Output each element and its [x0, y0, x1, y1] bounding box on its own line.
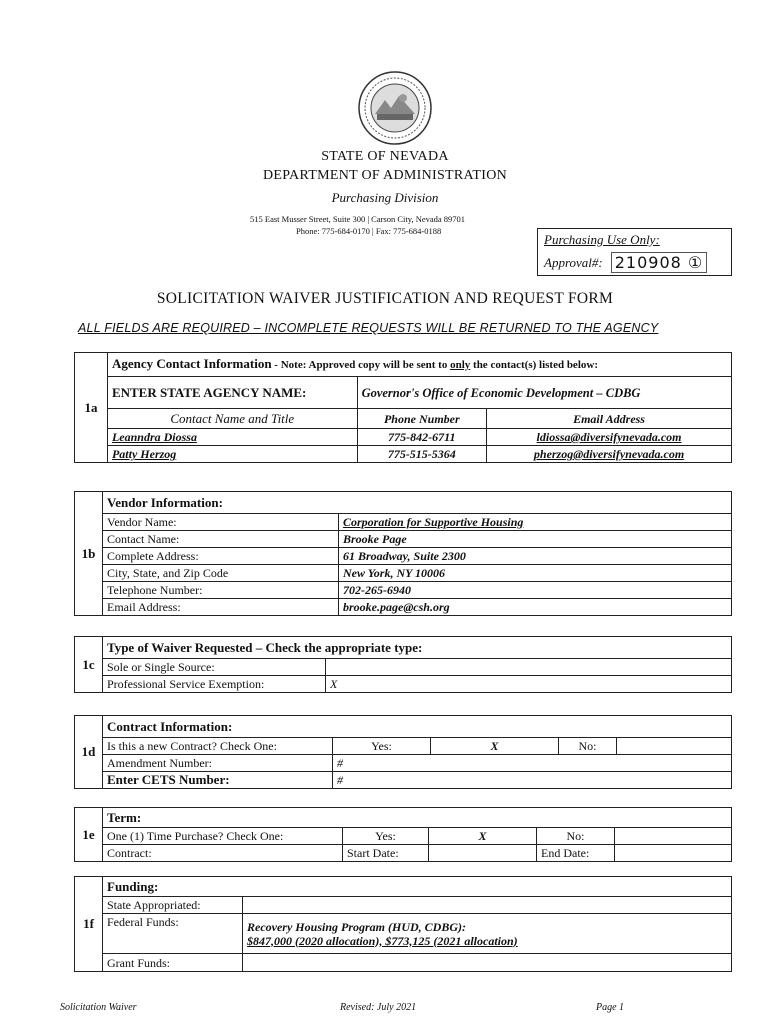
vendor-name-value[interactable]: Corporation for Supportive Housing	[339, 514, 732, 531]
federal-funds-value[interactable]	[243, 914, 732, 954]
section-1e-heading: Term:	[103, 808, 732, 828]
email-label: Email Address:	[103, 599, 339, 616]
section-number: 1e	[75, 808, 103, 862]
one-time-purchase-label: One (1) Time Purchase? Check One:	[103, 828, 343, 845]
state-appropriated-value[interactable]	[243, 897, 732, 914]
sole-source-label: Sole or Single Source:	[103, 659, 326, 676]
email-value[interactable]: brooke.page@csh.org	[339, 599, 732, 616]
agency-name-value[interactable]: Governor's Office of Economic Development – CDBG	[357, 377, 731, 409]
state-seal	[357, 70, 433, 146]
section-1d-table	[74, 715, 732, 789]
cets-number-label: Enter CETS Number:	[103, 772, 333, 789]
vendor-name-label: Vendor Name:	[103, 514, 339, 531]
federal-funds-line-1: Recovery Housing Program (HUD, CDBG):	[247, 919, 466, 934]
form-title: SOLICITATION WAIVER JUSTIFICATION AND REQUEST FORM	[156, 290, 614, 307]
section-1f-table	[74, 876, 732, 972]
end-date-value[interactable]	[615, 845, 732, 862]
contract-label: Contract:	[103, 845, 343, 862]
section-number: 1d	[75, 716, 103, 789]
section-1c-table	[74, 636, 732, 693]
yes-label: Yes:	[343, 828, 429, 845]
contact-email[interactable]: ldiossa@diversifynevada.com	[487, 429, 732, 446]
address-line: 515 East Musser Street, Suite 300 | Carson City, Nevada 89701	[250, 214, 466, 224]
contact-name-value[interactable]: Brooke Page	[339, 531, 732, 548]
grant-funds-value[interactable]	[243, 954, 732, 972]
amendment-number-label: Amendment Number:	[103, 755, 333, 772]
amendment-number-value[interactable]: #	[333, 755, 732, 772]
yes-check[interactable]: X	[429, 828, 537, 845]
address-value[interactable]: 61 Broadway, Suite 2300	[339, 548, 732, 565]
sole-source-check[interactable]	[326, 659, 732, 676]
federal-funds-label: Federal Funds:	[103, 914, 243, 954]
start-date-value[interactable]	[429, 845, 537, 862]
phone-line: Phone: 775-684-0170 | Fax: 775-684-0188	[296, 226, 442, 236]
department-name: DEPARTMENT OF ADMINISTRATION	[262, 168, 508, 183]
section-number: 1b	[75, 492, 103, 616]
section-1b-heading: Vendor Information:	[103, 492, 732, 514]
division-name: Purchasing Division	[331, 190, 439, 205]
section-number: 1a	[75, 353, 108, 463]
purchasing-use-label: Purchasing Use Only:	[544, 232, 660, 247]
state-appropriated-label: State Appropriated:	[103, 897, 243, 914]
contact-email[interactable]: pherzog@diversifynevada.com	[487, 446, 732, 463]
state-name: STATE OF NEVADA	[321, 149, 449, 164]
federal-funds-line-2: $847,000 (2020 allocation), $773,125 (2021 allocation)	[247, 933, 518, 948]
col-phone-header: Phone Number	[357, 409, 487, 429]
col-email-header: Email Address	[487, 409, 732, 429]
agency-name-label: ENTER STATE AGENCY NAME:	[107, 377, 357, 409]
contact-phone[interactable]: 775-842-6711	[357, 429, 487, 446]
section-1f-heading: Funding:	[103, 877, 732, 897]
end-date-label: End Date:	[537, 845, 615, 862]
approval-number-stamp: 210908 ①	[611, 252, 708, 273]
section-1d-heading: Contract Information:	[103, 716, 732, 738]
contact-name[interactable]: Leanndra Diossa	[107, 429, 357, 446]
section-number: 1c	[75, 637, 103, 693]
cets-number-value[interactable]: #	[333, 772, 732, 789]
section-number: 1f	[75, 877, 103, 972]
city-state-zip-value[interactable]: New York, NY 10006	[339, 565, 732, 582]
no-check[interactable]	[617, 738, 732, 755]
professional-service-check[interactable]: X	[326, 676, 732, 693]
city-state-zip-label: City, State, and Zip Code	[103, 565, 339, 582]
grant-funds-label: Grant Funds:	[103, 954, 243, 972]
footer-revised-date: Revised: July 2021	[340, 1002, 417, 1013]
footer-page-number: Page 1	[596, 1002, 625, 1013]
approval-label: Approval#:	[544, 254, 603, 270]
section-1c-heading: Type of Waiver Requested – Check the appropriate type:	[103, 637, 732, 659]
contact-phone[interactable]: 775-515-5364	[357, 446, 487, 463]
required-notice: ALL FIELDS ARE REQUIRED – INCOMPLETE REQUESTS WILL BE RETURNED TO THE AGENCY	[78, 321, 659, 335]
no-label: No:	[537, 828, 615, 845]
telephone-value[interactable]: 702-265-6940	[339, 582, 732, 599]
contact-name-label: Contact Name:	[103, 531, 339, 548]
telephone-label: Telephone Number:	[103, 582, 339, 599]
contact-name[interactable]: Patty Herzog	[107, 446, 357, 463]
address-label: Complete Address:	[103, 548, 339, 565]
professional-service-label: Professional Service Exemption:	[103, 676, 326, 693]
footer-form-name: Solicitation Waiver	[60, 1002, 137, 1013]
section-1a-table	[74, 352, 732, 463]
section-1e-table	[74, 807, 732, 862]
yes-label: Yes:	[333, 738, 431, 755]
new-contract-label: Is this a new Contract? Check One:	[103, 738, 333, 755]
yes-check[interactable]: X	[431, 738, 559, 755]
no-label: No:	[559, 738, 617, 755]
purchasing-use-box	[537, 228, 732, 276]
section-1b-table	[74, 491, 732, 616]
section-1a-heading: Agency Contact Information - Note: Approved copy will be sent to only the contact(s) listed below:	[107, 353, 731, 377]
no-check[interactable]	[615, 828, 732, 845]
col-contact-header: Contact Name and Title	[107, 409, 357, 429]
start-date-label: Start Date:	[343, 845, 429, 862]
